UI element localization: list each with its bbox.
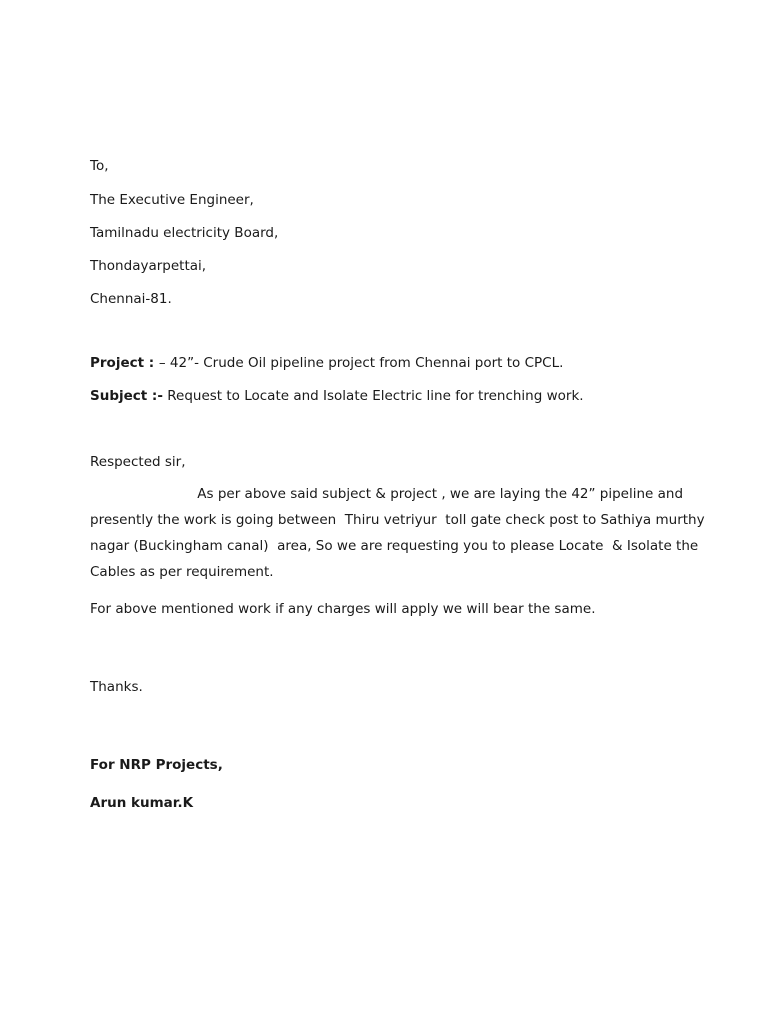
project-label: Project : (90, 355, 159, 371)
signature-name: Arun kumar.K (90, 795, 194, 811)
greeting: Respected sir, (90, 454, 186, 470)
address-line-1: The Executive Engineer, (90, 192, 254, 208)
body-line-2: presently the work is going between Thiru vetriyur toll gate check post to Sathiya murthy (90, 512, 705, 528)
project-text: – 42”- Crude Oil pipeline project from Chennai port to CPCL. (158, 355, 564, 371)
body-line-1: As per above said subject & project , we are laying the 42” pipeline and (90, 486, 684, 502)
thanks: Thanks. (90, 679, 143, 695)
body-line-3: nagar (Buckingham canal) area, So we are requesting you to please Locate & Isolate the (90, 538, 699, 554)
address-line-2: Tamilnadu electricity Board, (90, 225, 279, 241)
signature-company: For NRP Projects, (90, 757, 223, 773)
address-line-4: Chennai-81. (90, 291, 172, 307)
subject-label: Subject :- (90, 388, 163, 404)
subject-line (90, 387, 584, 405)
subject-text: Request to Locate and Isolate Electric line for trenching work. (162, 388, 584, 404)
address-line-3: Thondayarpettai, (90, 258, 207, 274)
body-line-4: Cables as per requirement. (90, 564, 274, 580)
salutation-to: To, (90, 158, 109, 174)
charges-line: For above mentioned work if any charges will apply we will bear the same. (90, 601, 596, 617)
project-line (90, 354, 563, 372)
body-paragraph (90, 481, 705, 585)
